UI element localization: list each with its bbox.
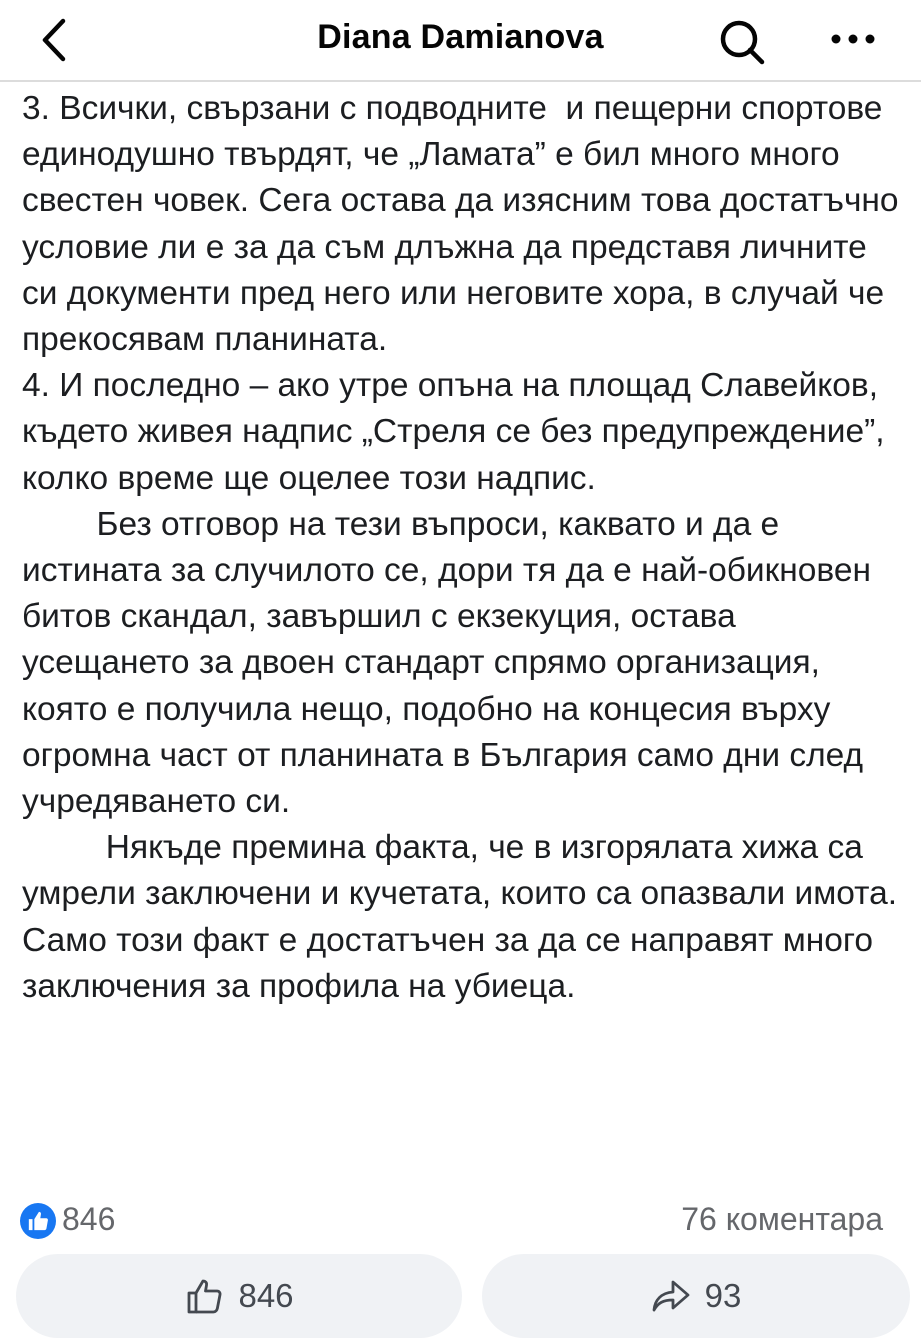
reaction-summary bbox=[0, 1195, 921, 1245]
like-button[interactable] bbox=[16, 1254, 462, 1338]
more-horizontal-icon bbox=[830, 33, 876, 45]
search-icon bbox=[717, 17, 767, 67]
share-button[interactable] bbox=[482, 1254, 910, 1338]
like-badge-icon[interactable] bbox=[20, 1203, 56, 1239]
thumbs-up-icon bbox=[184, 1276, 224, 1316]
action-bar bbox=[0, 1254, 921, 1338]
comments-count[interactable]: 76 коментара bbox=[681, 1201, 883, 1237]
page-title: Diana Damianova bbox=[317, 18, 604, 56]
post-text bbox=[22, 86, 908, 1010]
post-paragraph: 4. И последно – ако утре опъна на площад Славейков, където живея надпис „Стреля се без предупреждение”, колко време ще оцелее този надпис. bbox=[22, 367, 894, 497]
like-button-count: 846 bbox=[238, 1277, 294, 1314]
share-button-count: 93 bbox=[704, 1277, 742, 1314]
post-paragraph: Без отговор на тези въпроси, каквато и да е истината за случилото се, дори тя да е най-обикновен битов скандал, завършил с екзекуция, остава усещането за двоен стандарт спрямо организация, която е получила нещо, подобно на концесия върху огромна част от планината в България само дни след учредяването си. bbox=[22, 505, 881, 821]
share-arrow-icon bbox=[651, 1278, 691, 1314]
reactions-count[interactable]: 846 bbox=[62, 1201, 116, 1237]
more-options-button[interactable] bbox=[818, 14, 888, 64]
search-button[interactable] bbox=[712, 14, 772, 70]
post-paragraph: 3. Всички, свързани с подводните и пещерни спортове единодушно твърдят, че „Ламата” е бил много много свестен човек. Сега остава да изясним това достатъчно условие ли е за да съм длъжна да представя личните си документи пред него или неговите хора, в случай че прекосявам планината. bbox=[22, 90, 908, 359]
top-bar bbox=[0, 0, 921, 82]
post-paragraph: Някъде премина факта, че в изгорялата хижа са умрели заключени и кучетата, които са опазвали имота. Само този факт е достатъчен за да се направят много заключения за профила на убиеца. bbox=[22, 829, 907, 1005]
